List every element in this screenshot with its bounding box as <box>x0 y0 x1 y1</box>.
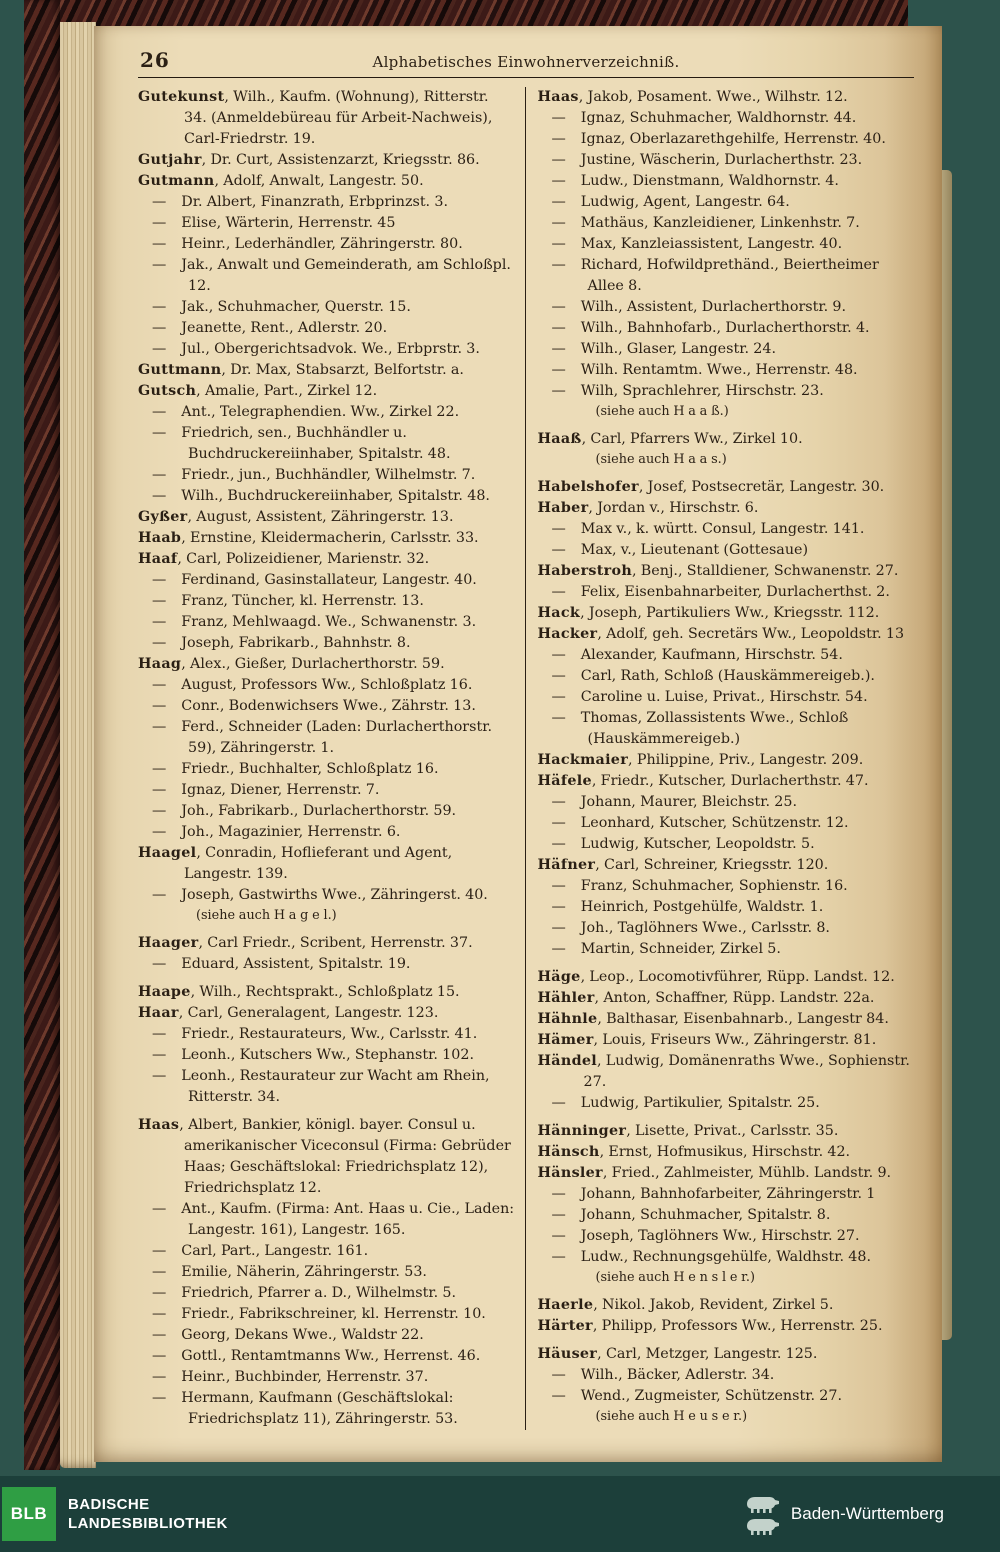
ditto-dash: — <box>551 899 566 915</box>
directory-entry: Häuser, Carl, Metzger, Langestr. 125. <box>537 1346 818 1362</box>
surname: Hack <box>537 605 581 621</box>
surname: Haaf <box>138 551 178 567</box>
blb-logo[interactable]: BLB <box>2 1487 56 1541</box>
surname: Hacker <box>537 626 598 642</box>
ditto-dash: — <box>152 1243 167 1259</box>
directory-entry: — Max v., k. württ. Consul, Langestr. 141. <box>551 521 865 537</box>
directory-entry: — Wilh. Rentamtm. Wwe., Herrenstr. 48. <box>551 362 858 378</box>
ditto-dash: — <box>152 698 167 714</box>
directory-entry: — Johann, Maurer, Bleichstr. 25. <box>551 794 797 810</box>
ditto-dash: — <box>551 878 566 894</box>
directory-entry: — Johann, Bahnhofarbeiter, Zähringerstr. 1 <box>551 1186 876 1202</box>
directory-entry: — Ferdinand, Gasinstallateur, Langestr. 40. <box>152 572 477 588</box>
directory-entry: Haber, Jordan v., Hirschstr. 6. <box>537 500 759 516</box>
ditto-dash: — <box>152 1047 167 1063</box>
directory-entry: — Friedr., jun., Buchhändler, Wilhelmstr. 7. <box>152 467 476 483</box>
directory-entry: Häfele, Friedr., Kutscher, Durlacherthstr. 47. <box>537 773 869 789</box>
ditto-dash: — <box>152 404 167 420</box>
directory-entry: Habelshofer, Josef, Postsecretär, Langestr. 30. <box>537 479 885 495</box>
directory-entry: — Johann, Schuhmacher, Spitalstr. 8. <box>551 1207 831 1223</box>
surname: Gutmann <box>138 173 215 189</box>
directory-entry: — Max, v., Lieutenant (Gottesaue) <box>551 542 809 558</box>
surname: Häge <box>537 969 581 985</box>
surname: Haas <box>537 89 579 105</box>
surname: Haager <box>138 935 199 951</box>
ditto-dash: — <box>551 689 566 705</box>
directory-entry: — Wilh., Buchdruckereiinhaber, Spitalstr. 48. <box>152 488 490 504</box>
ditto-dash: — <box>152 719 167 735</box>
surname: Haerle <box>537 1297 594 1313</box>
directory-entry: Haas, Albert, Bankier, königl. bayer. Consul u. amerikanischer Viceconsul (Firma: Gebrüder Haas; Geschäftslokal: Friedrichsplatz 12), Friedrichsplatz 12. <box>138 1117 511 1196</box>
ditto-dash: — <box>152 425 167 441</box>
ditto-dash: — <box>551 542 566 558</box>
directory-entry: — Emilie, Näherin, Zähringerstr. 53. <box>152 1264 427 1280</box>
ditto-dash: — <box>551 1095 566 1111</box>
surname: Häuser <box>537 1346 598 1362</box>
surname: Hämer <box>537 1032 594 1048</box>
cross-reference-note: (siehe auch H a a ß.) <box>595 404 729 419</box>
ditto-dash: — <box>551 299 566 315</box>
surname: Haag <box>138 656 182 672</box>
directory-entry: Hacker, Adolf, geh. Secretärs Ww., Leopoldstr. 13 <box>537 626 905 642</box>
directory-entry: — Hermann, Kaufmann (Geschäftslokal: Friedrichsplatz 11), Zähringerstr. 53. <box>152 1390 458 1427</box>
ditto-dash: — <box>551 341 566 357</box>
directory-entry: — Heinrich, Postgehülfe, Waldstr. 1. <box>551 899 824 915</box>
ditto-dash: — <box>152 341 167 357</box>
ditto-dash: — <box>551 320 566 336</box>
directory-entry: — Dr. Albert, Finanzrath, Erbprinzst. 3. <box>152 194 448 210</box>
page-content <box>138 46 914 1430</box>
ditto-dash: — <box>152 257 167 273</box>
directory-entry: Haager, Carl Friedr., Scribent, Herrenstr. 37. <box>138 935 473 951</box>
directory-entry: — Caroline u. Luise, Privat., Hirschstr. 54. <box>551 689 868 705</box>
surname: Guttmann <box>138 362 222 378</box>
directory-columns <box>138 87 914 1430</box>
ditto-dash: — <box>551 236 566 252</box>
directory-entry: — Wend., Zugmeister, Schützenstr. 27. <box>551 1388 842 1404</box>
directory-entry: Gutmann, Adolf, Anwalt, Langestr. 50. <box>138 173 424 189</box>
bw-coat-of-arms-icon <box>745 1491 781 1537</box>
directory-entry: — Wilh., Glaser, Langestr. 24. <box>551 341 777 357</box>
ditto-dash: — <box>152 635 167 651</box>
directory-entry: Gutjahr, Dr. Curt, Assistenzarzt, Kriegsstr. 86. <box>138 152 480 168</box>
book-page <box>94 26 942 1462</box>
directory-entry: — Carl, Part., Langestr. 161. <box>152 1243 369 1259</box>
ditto-dash: — <box>152 194 167 210</box>
cross-reference-note: (siehe auch H e u s e r.) <box>595 1409 748 1424</box>
directory-entry: — Ludwig, Agent, Langestr. 64. <box>551 194 790 210</box>
surname: Häfner <box>537 857 596 873</box>
directory-entry: — Joh., Fabrikarb., Durlacherthorstr. 59. <box>152 803 457 819</box>
state-branding <box>745 1491 944 1537</box>
surname: Hähnle <box>537 1011 598 1027</box>
surname: Häfele <box>537 773 592 789</box>
directory-entry: — Joh., Magazinier, Herrenstr. 6. <box>152 824 401 840</box>
ditto-dash: — <box>551 131 566 147</box>
ditto-dash: — <box>551 836 566 852</box>
directory-entry: — Leonh., Kutschers Ww., Stephanstr. 102. <box>152 1047 474 1063</box>
ditto-dash: — <box>551 1207 566 1223</box>
directory-entry: — Jak., Anwalt und Gemeinderath, am Schloßpl. 12. <box>152 257 511 294</box>
directory-entry: Härter, Philipp, Professors Ww., Herrenstr. 25. <box>537 1318 883 1334</box>
directory-entry: — Friedr., Buchhalter, Schloßplatz 16. <box>152 761 439 777</box>
directory-entry: Hänsch, Ernst, Hofmusikus, Hirschstr. 42. <box>537 1144 851 1160</box>
directory-entry: — Ferd., Schneider (Laden: Durlacherthorstr. 59), Zähringerstr. 1. <box>152 719 493 756</box>
directory-entry: Haag, Alex., Gießer, Durlacherthorstr. 59. <box>138 656 445 672</box>
surname: Habelshofer <box>537 479 639 495</box>
directory-entry: — Heinr., Lederhändler, Zähringerstr. 80. <box>152 236 463 252</box>
surname: Haar <box>138 1005 179 1021</box>
directory-entry: — Friedr., Fabrikschreiner, kl. Herrenstr. 10. <box>152 1306 486 1322</box>
directory-entry: Guttmann, Dr. Max, Stabsarzt, Belfortstr. a. <box>138 362 464 378</box>
directory-entry: — Georg, Dekans Wwe., Waldstr 22. <box>152 1327 424 1343</box>
library-name-line1: BADISCHE <box>68 1496 150 1513</box>
ditto-dash: — <box>551 794 566 810</box>
directory-entry: — Friedrich, Pfarrer a. D., Wilhelmstr. 5. <box>152 1285 457 1301</box>
cross-reference-note: (siehe auch H a g e l.) <box>196 908 337 923</box>
footer-bar <box>0 1476 1000 1552</box>
ditto-dash: — <box>152 824 167 840</box>
directory-entry: — Richard, Hofwildprethänd., Beiertheimer Allee 8. <box>551 257 879 294</box>
directory-entry: — Wilh., Bäcker, Adlerstr. 34. <box>551 1367 775 1383</box>
ditto-dash: — <box>551 521 566 537</box>
surname: Hackmaier <box>537 752 629 768</box>
left-column <box>138 87 526 1430</box>
directory-entry: Gyßer, August, Assistent, Zähringerstr. 13. <box>138 509 454 525</box>
surname: Haber <box>537 500 589 516</box>
directory-entry: Hähler, Anton, Schaffner, Rüpp. Landstr. 22a. <box>537 990 875 1006</box>
directory-entry: — Franz, Schuhmacher, Sophienstr. 16. <box>551 878 848 894</box>
surname: Hänsler <box>537 1165 603 1181</box>
directory-entry: — Thomas, Zollassistents Wwe., Schloß (Hauskämmereigeb.) <box>551 710 849 747</box>
ditto-dash: — <box>551 815 566 831</box>
ditto-dash: — <box>551 362 566 378</box>
surname: Gyßer <box>138 509 188 525</box>
ditto-dash: — <box>551 110 566 126</box>
ditto-dash: — <box>551 1388 566 1404</box>
ditto-dash: — <box>152 677 167 693</box>
ditto-dash: — <box>152 803 167 819</box>
directory-entry: Hänsler, Fried., Zahlmeister, Mühlb. Landstr. 9. <box>537 1165 892 1181</box>
directory-entry: — Heinr., Buchbinder, Herrenstr. 37. <box>152 1369 429 1385</box>
ditto-dash: — <box>551 647 566 663</box>
directory-entry: Haab, Ernstine, Kleidermacherin, Carlsstr. 33. <box>138 530 479 546</box>
ditto-dash: — <box>152 1390 167 1406</box>
ditto-dash: — <box>551 1228 566 1244</box>
directory-entry: — Ludw., Dienstmann, Waldhornstr. 4. <box>551 173 839 189</box>
directory-entry: — Ludwig, Partikulier, Spitalstr. 25. <box>551 1095 820 1111</box>
ditto-dash: — <box>551 1367 566 1383</box>
directory-entry: Haaß, Carl, Pfarrers Ww., Zirkel 10. <box>537 431 803 447</box>
directory-entry: — Alexander, Kaufmann, Hirschstr. 54. <box>551 647 843 663</box>
directory-entry: — Franz, Tüncher, kl. Herrenstr. 13. <box>152 593 424 609</box>
page-header <box>138 46 914 78</box>
directory-entry: — Friedr., Restaurateurs, Ww., Carlsstr. 41. <box>152 1026 478 1042</box>
ditto-dash: — <box>551 152 566 168</box>
directory-entry: Haberstroh, Benj., Stalldiener, Schwanenstr. 27. <box>537 563 899 579</box>
ditto-dash: — <box>152 887 167 903</box>
ditto-dash: — <box>551 257 566 273</box>
directory-entry: Hänninger, Lisette, Privat., Carlsstr. 35. <box>537 1123 839 1139</box>
directory-entry: — Leonh., Restaurateur zur Wacht am Rhein, Ritterstr. 34. <box>152 1068 490 1105</box>
ditto-dash: — <box>152 1306 167 1322</box>
ditto-dash: — <box>152 614 167 630</box>
surname: Härter <box>537 1318 593 1334</box>
directory-entry: — Wilh., Assistent, Durlacherthorstr. 9. <box>551 299 847 315</box>
ditto-dash: — <box>152 1348 167 1364</box>
surname: Händel <box>537 1053 597 1069</box>
directory-entry: — Wilh., Bahnhofarb., Durlacherthorstr. 4. <box>551 320 870 336</box>
ditto-dash: — <box>152 1201 167 1217</box>
ditto-dash: — <box>152 1327 167 1343</box>
directory-entry: — Joseph, Fabrikarb., Bahnhstr. 8. <box>152 635 411 651</box>
directory-entry: — Jul., Obergerichtsadvok. We., Erbprstr. 3. <box>152 341 480 357</box>
directory-entry: — Leonhard, Kutscher, Schützenstr. 12. <box>551 815 849 831</box>
directory-entry: — Friedrich, sen., Buchhändler u. Buchdruckereiinhaber, Spitalstr. 48. <box>152 425 451 462</box>
directory-entry: — Justine, Wäscherin, Durlacherthstr. 23. <box>551 152 863 168</box>
surname: Haas <box>138 1117 180 1133</box>
directory-entry: Gutsch, Amalie, Part., Zirkel 12. <box>138 383 378 399</box>
ditto-dash: — <box>152 782 167 798</box>
directory-entry: — Ignaz, Diener, Herrenstr. 7. <box>152 782 380 798</box>
ditto-dash: — <box>551 194 566 210</box>
right-column <box>526 87 915 1430</box>
ditto-dash: — <box>152 488 167 504</box>
ditto-dash: — <box>551 584 566 600</box>
directory-entry: — Martin, Schneider, Zirkel 5. <box>551 941 781 957</box>
surname: Haaß <box>537 431 582 447</box>
ditto-dash: — <box>152 1068 167 1084</box>
ditto-dash: — <box>152 320 167 336</box>
ditto-dash: — <box>152 572 167 588</box>
ditto-dash: — <box>551 215 566 231</box>
ditto-dash: — <box>551 668 566 684</box>
directory-entry: Haaf, Carl, Polizeidiener, Marienstr. 32. <box>138 551 430 567</box>
ditto-dash: — <box>152 761 167 777</box>
directory-entry: — Ignaz, Schuhmacher, Waldhornstr. 44. <box>551 110 857 126</box>
book-cover-spine <box>24 0 60 1470</box>
ditto-dash: — <box>551 920 566 936</box>
surname: Haberstroh <box>537 563 633 579</box>
directory-entry: — Eduard, Assistent, Spitalstr. 19. <box>152 956 411 972</box>
directory-entry: Häfner, Carl, Schreiner, Kriegsstr. 120. <box>537 857 829 873</box>
directory-entry: Hack, Joseph, Partikuliers Ww., Kriegsstr. 112. <box>537 605 880 621</box>
directory-entry: — Conr., Bodenwichsers Wwe., Zährstr. 13. <box>152 698 476 714</box>
ditto-dash: — <box>152 1285 167 1301</box>
directory-entry: — August, Professors Ww., Schloßplatz 16. <box>152 677 473 693</box>
ditto-dash: — <box>152 956 167 972</box>
directory-entry: Haape, Wilh., Rechtsprakt., Schloßplatz 15. <box>138 984 460 1000</box>
cross-reference-note: (siehe auch H a a s.) <box>595 452 727 467</box>
ditto-dash: — <box>152 299 167 315</box>
directory-entry: — Felix, Eisenbahnarbeiter, Durlacherthst. 2. <box>551 584 890 600</box>
directory-entry: — Gottl., Rentamtmanns Ww., Herrenst. 46. <box>152 1348 481 1364</box>
ditto-dash: — <box>152 236 167 252</box>
ditto-dash: — <box>551 173 566 189</box>
ditto-dash: — <box>551 710 566 726</box>
surname: Gutjahr <box>138 152 202 168</box>
directory-entry: — Jak., Schuhmacher, Querstr. 15. <box>152 299 411 315</box>
directory-entry: Haas, Jakob, Posament. Wwe., Wilhstr. 12. <box>537 89 848 105</box>
ditto-dash: — <box>152 215 167 231</box>
state-name: Baden-Württemberg <box>790 1504 944 1523</box>
directory-entry: Haar, Carl, Generalagent, Langestr. 123. <box>138 1005 439 1021</box>
directory-entry: — Ludw., Rechnungsgehülfe, Waldhstr. 48. <box>551 1249 871 1265</box>
directory-entry: — Wilh, Sprachlehrer, Hirschstr. 23. <box>551 383 824 399</box>
directory-entry: — Ant., Telegraphendien. Ww., Zirkel 22. <box>152 404 460 420</box>
directory-entry: Gutekunst, Wilh., Kaufm. (Wohnung), Ritterstr. 34. (Anmeldebüreau für Arbeit-Nachweis), Carl-Friedrstr. 19. <box>138 89 493 147</box>
ditto-dash: — <box>152 1264 167 1280</box>
directory-entry: — Ant., Kaufm. (Firma: Ant. Haas u. Cie., Laden: Langestr. 161), Langestr. 165. <box>152 1201 515 1238</box>
ditto-dash: — <box>551 383 566 399</box>
library-name-line2: LANDESBIBLIOTHEK <box>68 1515 228 1532</box>
ditto-dash: — <box>152 467 167 483</box>
directory-entry: Händel, Ludwig, Domänenraths Wwe., Sophienstr. 27. <box>537 1053 910 1090</box>
surname: Haape <box>138 984 191 1000</box>
surname: Haab <box>138 530 182 546</box>
directory-entry: — Joh., Taglöhners Wwe., Carlsstr. 8. <box>551 920 830 936</box>
directory-entry: — Joseph, Taglöhners Ww., Hirschstr. 27. <box>551 1228 860 1244</box>
ditto-dash: — <box>551 941 566 957</box>
directory-entry: — Elise, Wärterin, Herrenstr. 45 <box>152 215 396 231</box>
directory-entry: Hämer, Louis, Friseurs Ww., Zähringerstr. 81. <box>537 1032 877 1048</box>
surname: Hänsch <box>537 1144 600 1160</box>
directory-entry: Haerle, Nikol. Jakob, Revident, Zirkel 5. <box>537 1297 834 1313</box>
directory-entry: — Franz, Mehlwaagd. We., Schwanenstr. 3. <box>152 614 477 630</box>
directory-entry: — Max, Kanzleiassistent, Langestr. 40. <box>551 236 843 252</box>
directory-entry: — Mathäus, Kanzleidiener, Linkenhstr. 7. <box>551 215 860 231</box>
library-name <box>68 1495 228 1533</box>
page-number: 26 <box>140 48 170 72</box>
directory-entry: — Jeanette, Rent., Adlerstr. 20. <box>152 320 388 336</box>
ditto-dash: — <box>152 1026 167 1042</box>
cross-reference-note: (siehe auch H e n s l e r.) <box>595 1270 755 1285</box>
directory-entry: — Ignaz, Oberlazarethgehilfe, Herrenstr. 40. <box>551 131 886 147</box>
directory-entry: — Joseph, Gastwirths Wwe., Zähringerst. 40. <box>152 887 488 903</box>
directory-entry: Haagel, Conradin, Hoflieferant und Agent, Langestr. 139. <box>138 845 453 882</box>
surname: Hähler <box>537 990 595 1006</box>
directory-entry: — Carl, Rath, Schloß (Hauskämmereigeb.). <box>551 668 875 684</box>
directory-entry: Häge, Leop., Locomotivführer, Rüpp. Landst. 12. <box>537 969 895 985</box>
ditto-dash: — <box>551 1186 566 1202</box>
surname: Hänninger <box>537 1123 627 1139</box>
surname: Gutsch <box>138 383 197 399</box>
page-fore-edge <box>942 170 952 1340</box>
page-header-title: Alphabetisches Einwohnerverzeichniß. <box>372 53 680 71</box>
ditto-dash: — <box>152 1369 167 1385</box>
ditto-dash: — <box>152 593 167 609</box>
directory-entry: Hähnle, Balthasar, Eisenbahnarb., Langestr 84. <box>537 1011 889 1027</box>
surname: Haagel <box>138 845 197 861</box>
page-edge-stack <box>60 22 96 1468</box>
directory-entry: Hackmaier, Philippine, Priv., Langestr. 209. <box>537 752 864 768</box>
directory-entry: — Ludwig, Kutscher, Leopoldstr. 5. <box>551 836 815 852</box>
ditto-dash: — <box>551 1249 566 1265</box>
surname: Gutekunst <box>138 89 225 105</box>
